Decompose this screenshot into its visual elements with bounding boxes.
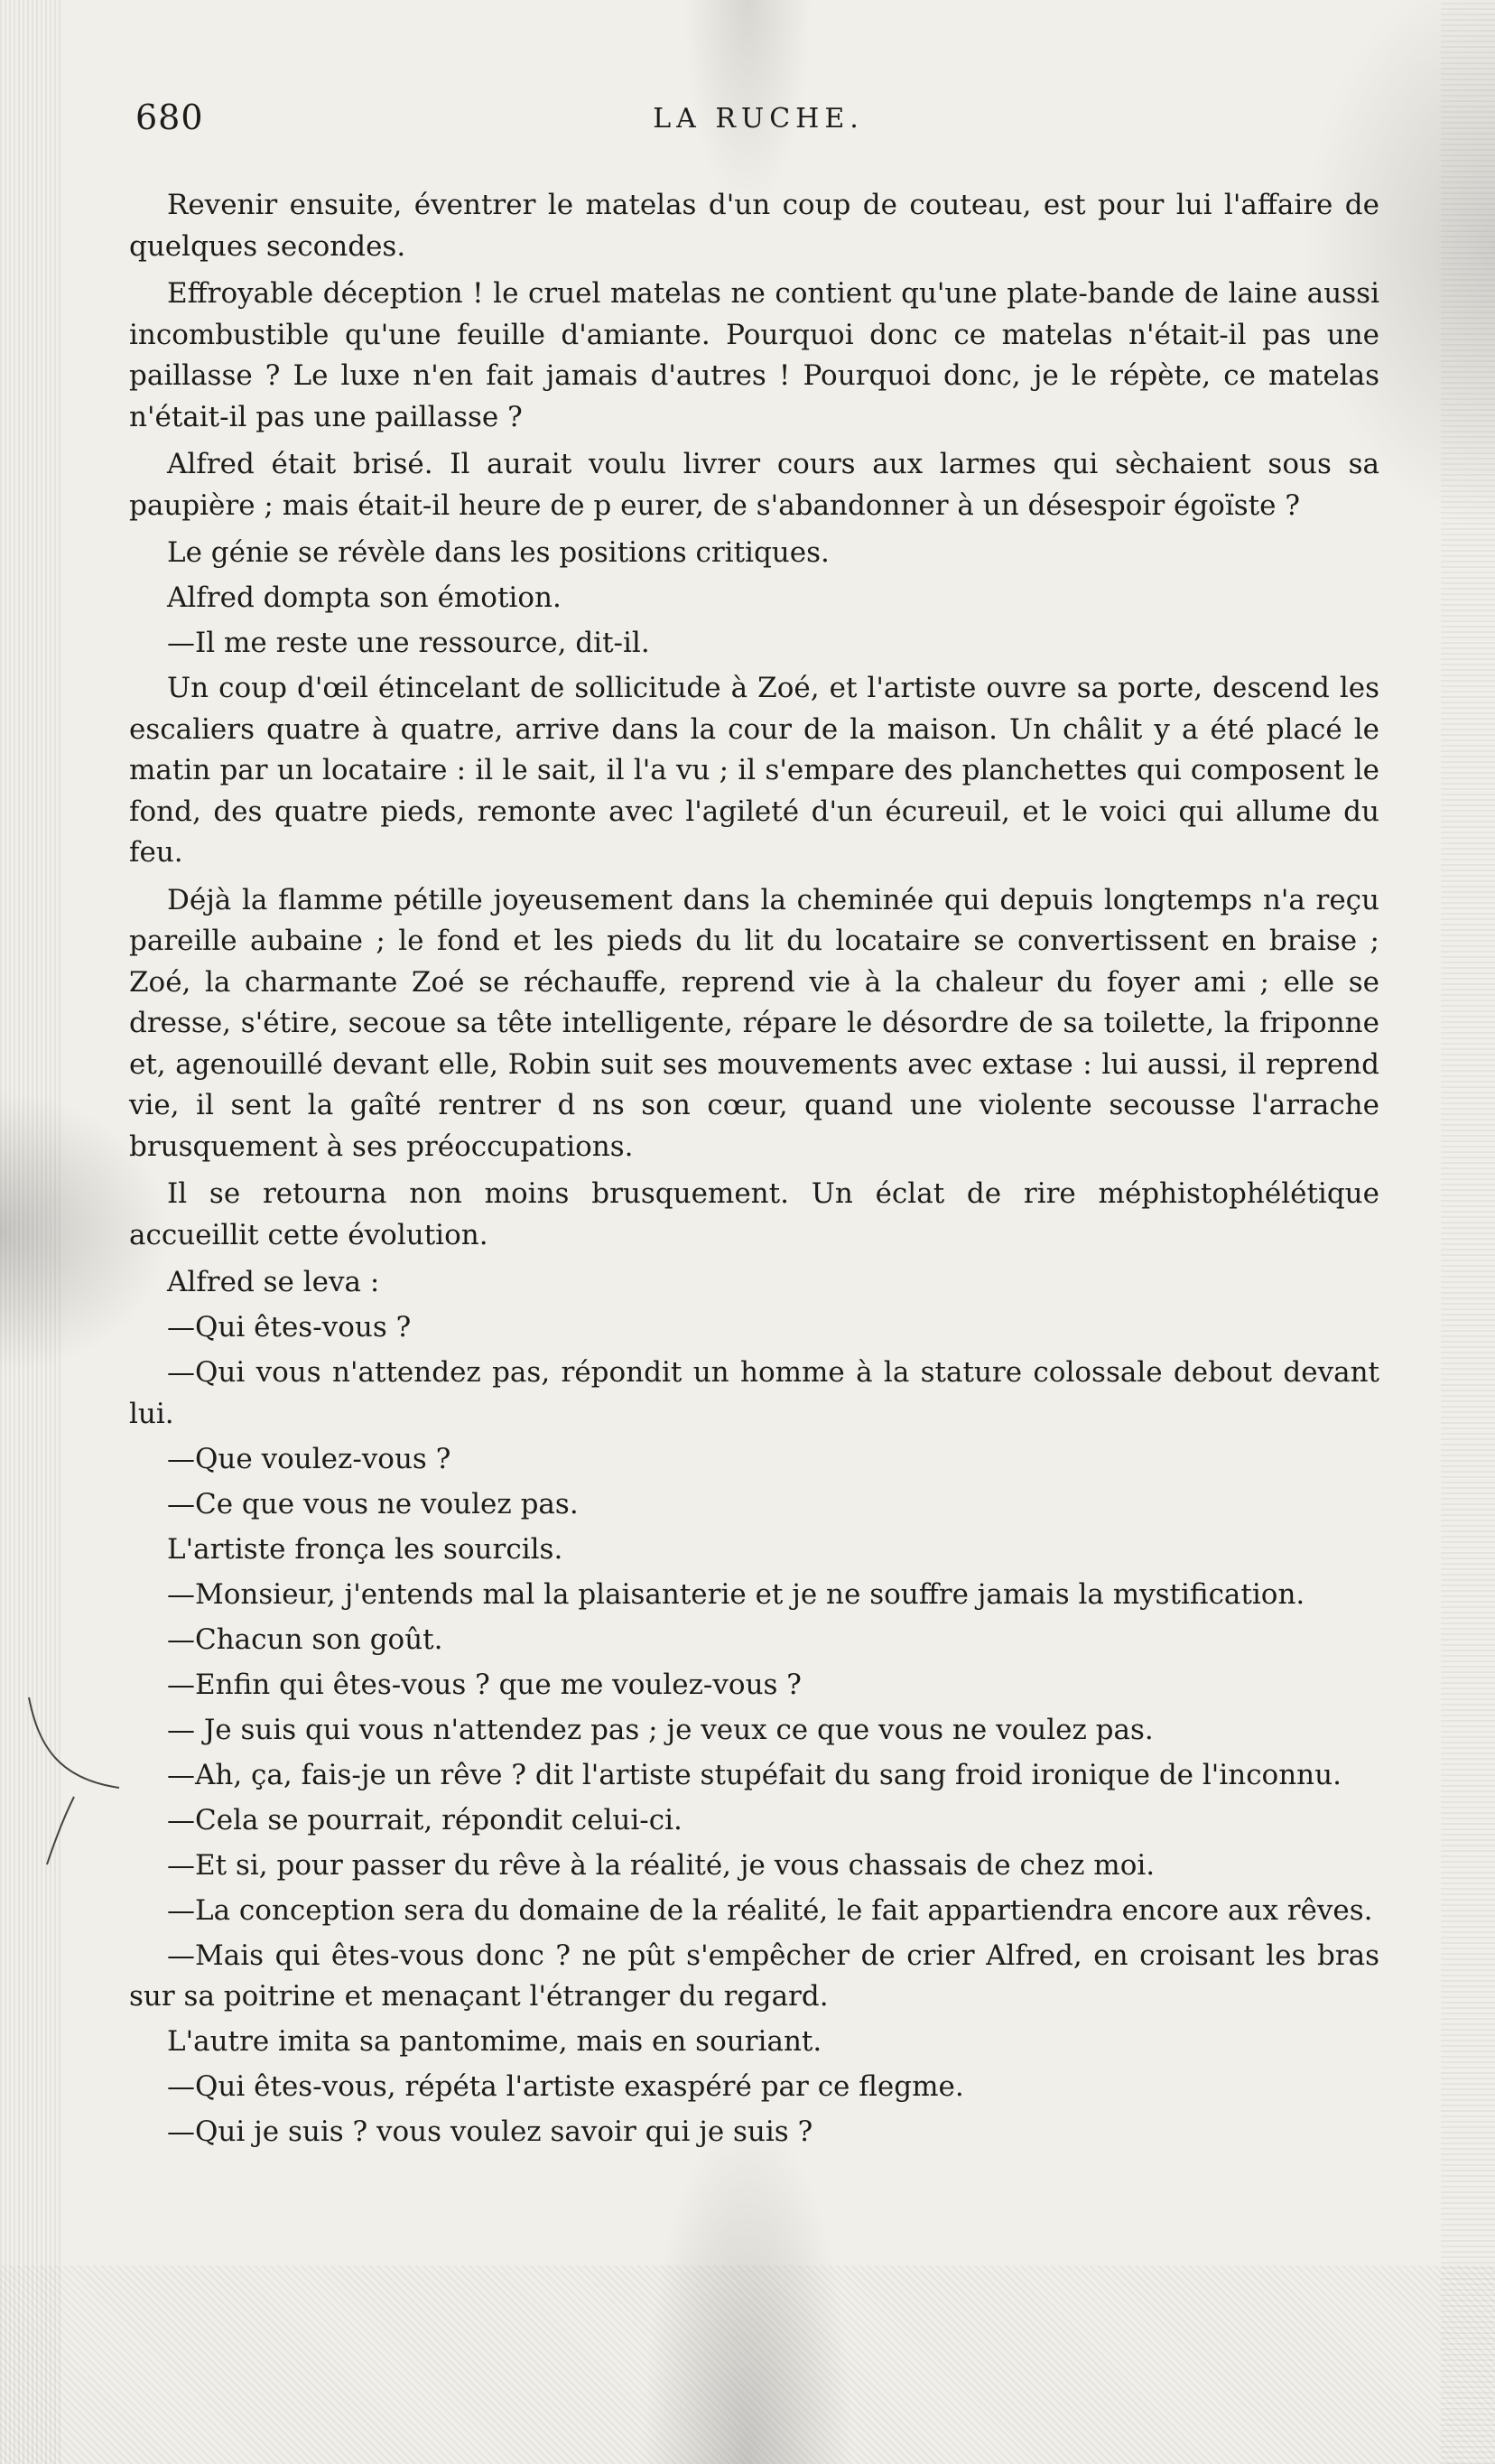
dialogue-line: —Que voulez-vous ?	[167, 1442, 451, 1475]
paragraph: L'autre imita sa pantomime, mais en souriant.	[167, 2025, 822, 2058]
dialogue-line: —Mais qui êtes-vous donc ? ne pût s'empêcher de crier Alfred, en croisant les bras sur sa poitrine et menaçant l'étranger du regard.	[129, 1939, 1379, 2013]
dialogue-line: —Ah, ça, fais-je un rêve ? dit l'artiste stupéfait du sang froid ironique de l'inconnu.	[167, 1758, 1342, 1791]
body-text	[129, 185, 1379, 2157]
dialogue-line: —Ce que vous ne voulez pas.	[167, 1487, 579, 1520]
paragraph: Alfred se leva :	[167, 1266, 380, 1298]
page-header	[135, 98, 1381, 152]
scan-noise-bottom	[0, 2265, 1495, 2464]
dialogue-line: — Je suis qui vous n'attendez pas ; je veux ce que vous ne voulez pas.	[167, 1713, 1154, 1746]
scan-noise-right	[1441, 0, 1495, 2464]
dialogue-line: —Qui êtes-vous, répéta l'artiste exaspéré par ce flegme.	[167, 2070, 964, 2103]
paragraph: —Il me reste une ressource, dit-il.	[167, 627, 650, 659]
paragraph: Un coup d'œil étincelant de sollicitude à Zoé, et l'artiste ouvre sa porte, descend les escaliers quatre à quatre, arrive dans la cour de la maison. Un châlit y a été placé le matin par un locataire : il le sait, il l'a vu ; il s'empare des planchettes qui composent le fond, des quatre pieds, remonte avec l'agileté d'un écureuil, et le voici qui allume du feu.	[129, 672, 1379, 869]
dialogue-line: —Et si, pour passer du rêve à la réalité, je vous chassais de chez moi.	[167, 1848, 1156, 1882]
dialogue-line: —Chacun son goût.	[167, 1623, 443, 1656]
margin-ink-mark	[20, 1688, 128, 1869]
dialogue-line: —Cela se pourrait, répondit celui-ci.	[167, 1803, 682, 1836]
dialogue-line: —Qui vous n'attendez pas, répondit un homme à la stature colossale debout devant lui.	[129, 1356, 1379, 1430]
dialogue-line: —Enfin qui êtes-vous ? que me voulez-vous ?	[167, 1668, 802, 1701]
paragraph: L'artiste fronça les sourcils.	[167, 1532, 563, 1566]
running-title: LA RUCHE.	[653, 103, 864, 135]
scan-noise-left	[0, 0, 63, 2464]
paragraph: Il se retourna non moins brusquement. Un éclat de rire méphistophélétique accueillit cette évolution.	[129, 1177, 1379, 1251]
dialogue-line: —La conception sera du domaine de la réalité, le fait appartiendra encore aux rêves.	[167, 1893, 1373, 1927]
paragraph: Alfred était brisé. Il aurait voulu livrer cours aux larmes qui sèchaient sous sa paupière ; mais était-il heure de p eurer, de s'abandonner à un désespoir égoïste ?	[129, 448, 1379, 522]
paragraph: Revenir ensuite, éventrer le matelas d'un coup de couteau, est pour lui l'affaire de quelques secondes.	[129, 189, 1379, 263]
paragraph: Alfred dompta son émotion.	[167, 581, 562, 614]
paragraph: Effroyable déception ! le cruel matelas ne contient qu'une plate-bande de laine aussi incombustible qu'une feuille d'amiante. Pourquoi donc ce matelas n'était-il pas une paillasse ? Le luxe n'en fait jamais d'autres ! Pourquoi donc, je le répète, ce matelas n'était-il pas une paillasse ?	[129, 277, 1379, 433]
dialogue-line: —Monsieur, j'entends mal la plaisanterie et je ne souffre jamais la mystification.	[167, 1577, 1305, 1611]
dialogue-line: —Qui je suis ? vous voulez savoir qui je suis ?	[167, 2115, 813, 2148]
paragraph: Déjà la flamme pétille joyeusement dans la cheminée qui depuis longtemps n'a reçu pareille aubaine ; le fond et les pieds du lit du locataire se convertissent en braise ; Zoé, la charmante Zoé se réchauffe, reprend vie à la chaleur du foyer ami ; elle se dresse, s'étire, secoue sa tête intelligente, répare le désordre de sa toilette, la friponne et, agenouillé devant elle, Robin suit ses mouvements avec extase : lui aussi, il reprend vie, il sent la gaîté rentrer d ns son cœur, quand une violente secousse l'arrache brusquement à ses préoccupations.	[129, 883, 1379, 1163]
page-number: 680	[135, 98, 204, 137]
dialogue-line: —Qui êtes-vous ?	[167, 1311, 412, 1344]
paragraph: Le génie se révèle dans les positions critiques.	[167, 536, 830, 569]
